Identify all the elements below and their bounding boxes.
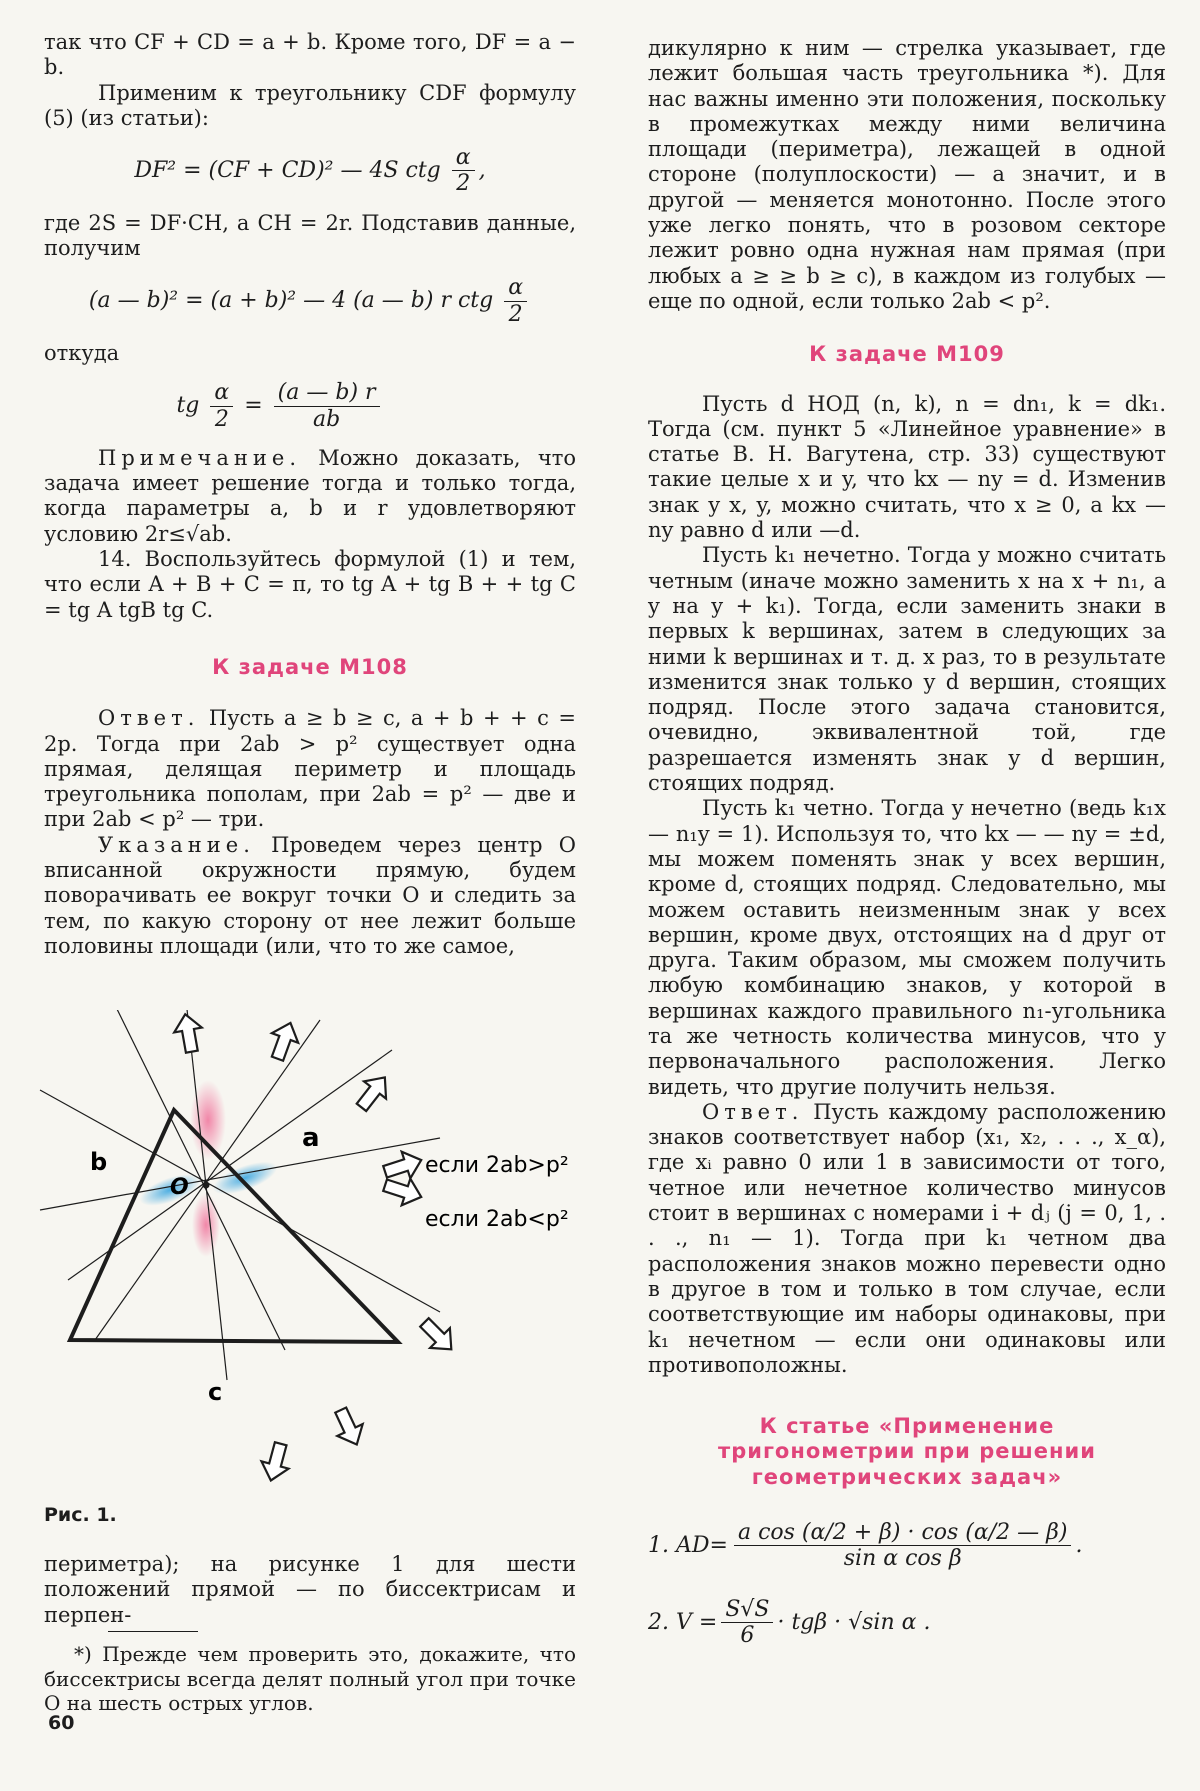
hint-paragraph <box>44 833 576 959</box>
label-b: b <box>90 1148 108 1176</box>
paragraph: Пусть k₁ нечетно. Тогда y можно считать четным (иначе можно заменить x на x + n₁, а y на y + k₁). Тогда, если заменить знаки в первых k вершинах, затем в следующих за ними k вершинах и т. д. x раз, то в результате изменится знак только у d вершин, стоящих подряд. После этого задача становится, очевидно, эквивалентной той, где разрешается изменять знак у d вершин, стоящих подряд. <box>648 543 1166 796</box>
trig-answers <box>648 1520 1166 1666</box>
frac-den: 2 <box>508 301 523 327</box>
paragraph: Пусть k₁ четно. Тогда y нечетно (ведь k₁x — n₁y = 1). Используя то, что kx — — ny = ±d, мы можем поменять знак у всех вершин, кроме d, стоящих подряд. Следовательно, мы можем оставить неизменным знак у всех вершин, кроме двух, отстоящих на d друг от друга. Таким образом, мы сможем получить любую комбинацию знаков, у которой в вершинах каждого правильного n₁-угольника та же четность количества минусов, что у первоначального расположения. Легко видеть, что другие получить нельзя. <box>648 796 1166 1099</box>
triangle <box>70 1110 398 1342</box>
frac-den: 6 <box>740 1623 755 1648</box>
paragraph: дикулярно к ним — стрелка указывает, где лежит большая часть треугольника *). Для нас важны именно эти положения, поскольку в промежутках между ними величина площади (периметра), лежащей в одной стороне (полуплоскости) — а значит, и в другой — меняется монотонно. После этого уже легко понять, что в розовом секторе лежит ровно одна нужная нам прямая (при любых a ≥ ≥ b ≥ c), в каждом из голубых — еще по одной, если только 2ab < p². <box>648 36 1166 313</box>
label-o: O <box>170 1175 189 1200</box>
paragraph: где 2S = DF·CH, а CH = 2r. Подставив данные, получим <box>44 210 576 261</box>
frac-num: α <box>504 275 527 301</box>
arrow-icon <box>171 1012 205 1054</box>
pink-sector <box>192 1193 220 1257</box>
answer-1-label: 1. AD= <box>648 1533 728 1558</box>
heading-article: К статье «Применение тригонометрии при решении геометрических задач» <box>718 1414 1096 1489</box>
arrow-icon <box>264 1018 303 1063</box>
arrow-icon <box>415 1313 462 1360</box>
equation-text: (a — b)² = (a + b)² — 4 (a — b) r ctg <box>88 288 494 314</box>
paragraph: так что CF + CD = a + b. Кроме того, DF = a − b. <box>44 30 576 80</box>
footnote-rule <box>108 1631 198 1632</box>
answer-2-tail: · tgβ · √sin α . <box>777 1610 931 1635</box>
frac-den: 2 <box>214 406 229 432</box>
paragraph: 14. Воспользуйтесь формулой (1) и тем, что если A + B + C = π, то tg A + tg B + + tg C = tg A tgB tg C. <box>44 547 576 622</box>
left-continuation: периметра); на рисунке 1 для шести положений прямой — по биссектрисам и перпен- <box>44 1552 576 1627</box>
frac-num: α <box>452 145 475 171</box>
frac-num: (a — b) r <box>274 380 380 406</box>
answer-paragraph <box>44 706 576 832</box>
frac-den: ab <box>313 406 341 432</box>
answer-label: Ответ. <box>98 706 200 731</box>
frac-num: a cos (α/2 + β) · cos (α/2 — β) <box>734 1520 1072 1546</box>
center-point <box>203 1182 210 1189</box>
page-number: 60 <box>48 1712 75 1734</box>
label-c: c <box>208 1378 223 1406</box>
heading-m108: К задаче М108 <box>212 654 408 679</box>
frac-den: sin α cos β <box>843 1546 962 1571</box>
arrow-icon <box>328 1404 369 1450</box>
answer-text: Пусть каждому расположению знаков соответствует набор (x₁, x₂, . . ., x_α), где xᵢ равно 0 или 1 в зависимости от того, четное или нечетное количество минусов стоит в вершинах с номерами i + dⱼ (j = 0, 1, . . ., n₁ — 1). Тогда при k₁ четном два расположения знаков можно перевести одно в другое в том и только в том случае, если соответствующие им наборы одинаковы, при k₁ нечетном — если они одинаковы или противоположны. <box>648 1099 1166 1377</box>
footnote: *) Прежде чем проверить это, докажите, что биссектрисы всегда делят полный угол при точке O на шесть острых углов. <box>44 1642 576 1715</box>
equation-3: tg $\frac{\alpha}{2}$ = $\frac{(a — b) r}{ab}$ <box>0 380 576 432</box>
frac-den: 2 <box>456 171 471 197</box>
answer-paragraph <box>648 1100 1166 1378</box>
label-a: a <box>302 1123 320 1153</box>
answer-text: Пусть a ≥ b ≥ c, a + b + + c = 2p. Тогда при 2ab > p² существует одна прямая, делящая периметр и площадь треугольника пополам, при 2ab = p² — две и при 2ab < p² — три. <box>44 706 576 832</box>
equation-text: DF² = (CF + CD)² — 4S ctg <box>134 157 441 183</box>
note-paragraph <box>44 446 576 547</box>
frac-num: S√S <box>721 1597 773 1623</box>
heading-m109: К задаче М109 <box>809 342 1005 367</box>
answer-1: 1. AD= $\frac{\text{a cos (α/2 + β) · cos (α/2 — β)}}{\text{sin α cos β}}$ . <box>648 1520 1083 1571</box>
note-label: Примечание. <box>98 445 302 470</box>
figure-1 <box>20 1010 580 1530</box>
hint-label: Указание. <box>98 832 255 857</box>
label-gt: если 2ab>p² <box>425 1153 569 1178</box>
equation-2 <box>44 275 576 327</box>
label-lt: если 2ab<p² <box>425 1207 569 1232</box>
left-column <box>44 30 576 959</box>
paragraph: Применим к треугольнику CDF формулу (5) (из статьи): <box>44 80 576 130</box>
note-text: Можно доказать, что задача имеет решение тогда и только тогда, когда параметры a, b и r удовлетворяют условию 2r≤√ab. <box>44 445 576 546</box>
paragraph: Пусть d НОД (n, k), n = dn₁, k = dk₁. Тогда (см. пункт 5 «Линейное уравнение» в статье В. Н. Вагутена, стр. 33) существуют такие целые x и y, что kx — ny = d. Изменив знак у x, y, можно считать, что x ≥ 0, а kx — ny равно d или —d. <box>648 391 1166 543</box>
equation-1: DF² = (CF + CD)² — 4S ctg $\frac{\alpha}{2}$ , <box>134 145 486 197</box>
right-column <box>648 36 1166 1490</box>
equation-text: tg <box>176 393 200 419</box>
answer-label: Ответ. <box>702 1099 804 1124</box>
hint-text: Проведем через центр O вписанной окружности прямую, будем поворачивать ее вокруг точки O и следить за тем, по какую сторону от нее лежит больше половины площади (или, что то же самое, <box>44 832 576 958</box>
answer-2-label: 2. V = <box>648 1610 718 1635</box>
arrow-icon <box>350 1069 395 1116</box>
arrow-icon <box>257 1440 294 1484</box>
figure-caption: Рис. 1. <box>44 1504 117 1526</box>
answer-2 <box>648 1597 1166 1648</box>
frac-num: α <box>210 380 233 406</box>
paragraph: откуда <box>44 340 120 365</box>
